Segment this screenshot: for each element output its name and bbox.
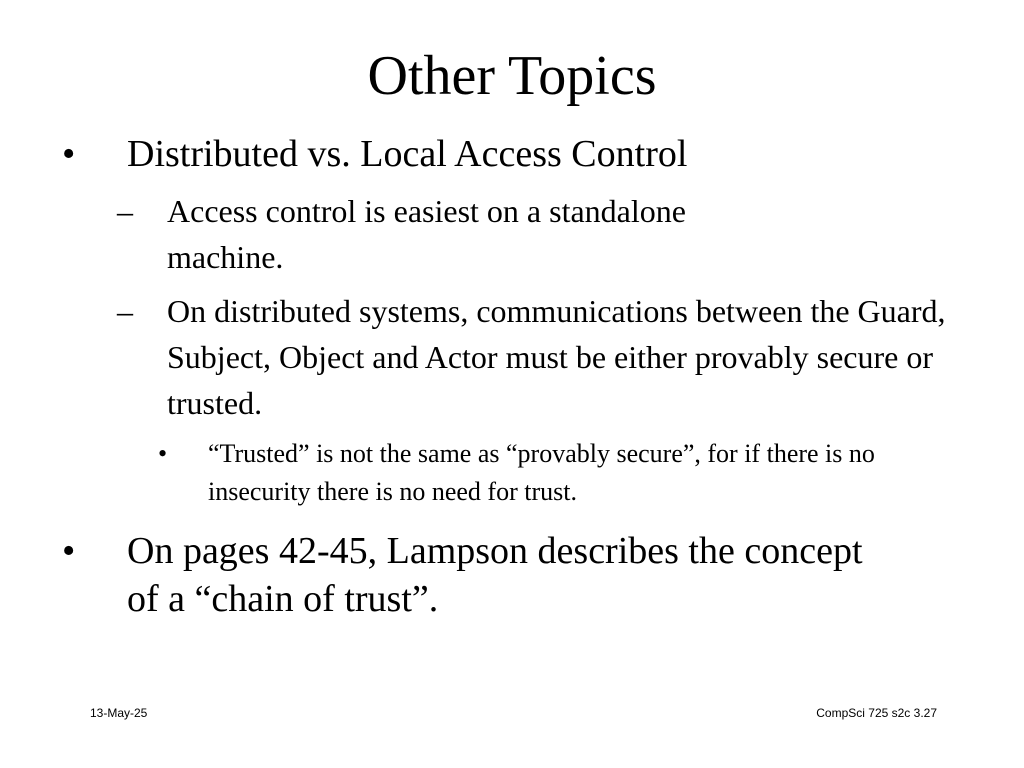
bullet-marker: • — [158, 439, 168, 468]
bullet-text: “Trusted” is not the same as “provably secure”, for if there is no insecurity there is no need for trust. — [208, 439, 875, 506]
footer-date: 13-May-25 — [90, 706, 148, 720]
bullet-text: Distributed vs. Local Access Control — [127, 133, 688, 175]
bullet-item-level-3 — [158, 435, 938, 511]
bullet-item-level-2 — [117, 288, 957, 426]
footer-page-label: CompSci 725 s2c 3.27 — [816, 706, 937, 720]
bullet-item-level-1 — [62, 527, 922, 623]
bullet-item-level-2 — [117, 188, 957, 280]
bullet-text: Access control is easiest on a standalone machine. — [167, 193, 686, 275]
bullet-marker: • — [62, 530, 76, 572]
slide-title: Other Topics — [367, 45, 657, 107]
dash-marker: – — [117, 193, 133, 229]
bullet-marker: • — [62, 133, 76, 175]
bullet-item-level-1 — [62, 130, 922, 178]
bullet-text: On distributed systems, communications between the Guard, Subject, Object and Actor must be either provably secure or trusted. — [167, 293, 946, 421]
bullet-text: On pages 42-45, Lampson describes the concept of a “chain of trust”. — [127, 530, 863, 620]
dash-marker: – — [117, 293, 133, 329]
